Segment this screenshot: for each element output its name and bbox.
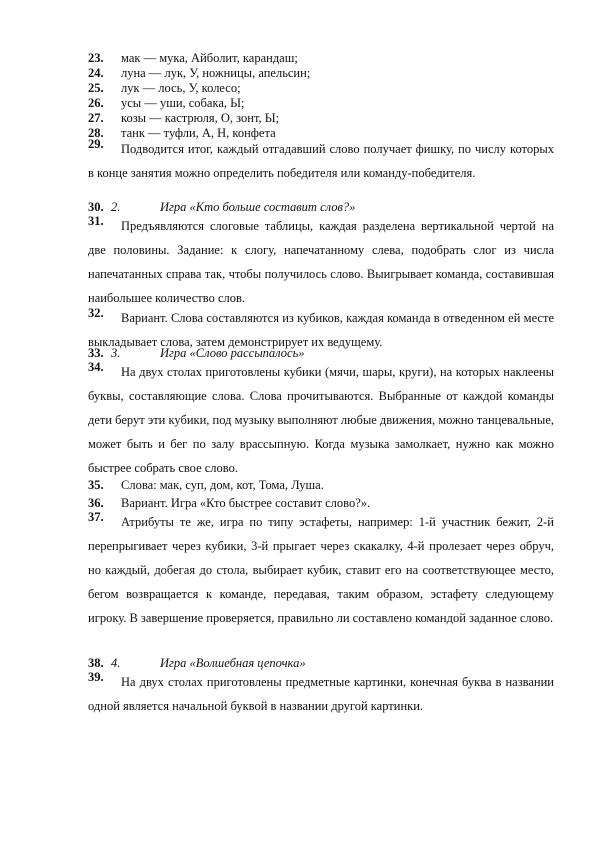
paragraph: [88, 360, 554, 478]
paragraph-text: Подводится итог, каждый отгадавший слово получает фишку, по числу которых в конце занятия можно определить победителя или команду-победителя.: [88, 142, 554, 180]
item-number: 35.: [88, 478, 104, 492]
item-number: 29.: [88, 137, 104, 151]
item-text: лук — лось, У, колесо;: [121, 81, 241, 95]
list-item: [88, 111, 554, 126]
paragraph: [88, 137, 554, 200]
paragraph: [88, 510, 554, 656]
item-number: 25.: [88, 81, 104, 95]
item-number: 31.: [88, 214, 104, 228]
item-text: танк — туфли, А, Н, конфета: [121, 126, 276, 140]
paragraph-text: На двух столах приготовлены кубики (мячи, шары, круги), на которых наклеены буквы, составляющие слова. Слова прочитываются. Выбранные от каждой команды дети берут эти кубики, под музыку выполняют любые движения, можно танцевальные, может быть и бег по залу врассыпную. Когда музыка замолкает, нужно как можно быстрее собрать свое слово.: [88, 365, 554, 475]
item-number: 34.: [88, 360, 104, 374]
item-number: 24.: [88, 66, 104, 80]
document-page: [88, 51, 554, 718]
item-number: 36.: [88, 496, 104, 510]
item-number: 32.: [88, 306, 104, 320]
item-text: мак — мука, Айболит, карандаш;: [121, 51, 298, 65]
paragraph-text: Вариант. Слова составляются из кубиков, каждая команда в отведенном ей месте выкладывает слова, затем демонстрирует их ведущему.: [88, 311, 554, 349]
item-text: Вариант. Игра «Кто быстрее составит слово?».: [121, 496, 371, 510]
game-title: Игра «Волшебная цепочка»: [160, 656, 306, 670]
list-item: [88, 66, 554, 81]
item-number: 27.: [88, 111, 104, 125]
item-text: Слова: мак, суп, дом, кот, Тома, Луша.: [121, 478, 324, 492]
item-number: 37.: [88, 510, 104, 524]
item-number: 38.: [88, 656, 104, 670]
item-text: усы — уши, собака, Ы;: [121, 96, 245, 110]
item-text: луна — лук, У, ножницы, апельсин;: [121, 66, 311, 80]
item-text: козы — кастрюля, О, зонт, Ы;: [121, 111, 280, 125]
list-item: [88, 96, 554, 111]
paragraph-text: Атрибуты те же, игра по типу эстафеты, например: 1-й участник бежит, 2-й перепрыгивает через кубики, 3-й прыгает через скакалку, 4-й пролезает через обруч, но каждый, добегая до стола, выбирает кубик, ставит его на соответствующее место, бегом возвращается к команде, передавая, таким образом, эстафету следующему игроку. В завершение проверяется, правильно ли составлено командой заданное слово.: [88, 515, 554, 625]
paragraph: [88, 214, 554, 310]
paragraph: [88, 306, 554, 349]
item-number: 26.: [88, 96, 104, 110]
list-item: [88, 51, 554, 66]
game-title: Игра «Слово рассыпалось»: [160, 346, 305, 360]
item-number: 39.: [88, 670, 104, 684]
item-number: 23.: [88, 51, 104, 65]
paragraph-text: На двух столах приготовлены предметные картинки, конечная буква в названии одной является начальной буквой в названии другой картинки.: [88, 675, 554, 713]
item-number: 30.: [88, 200, 104, 214]
list-item: [88, 81, 554, 96]
game-index: 2.: [111, 200, 121, 214]
game-title: Игра «Кто больше составит слов?»: [160, 200, 356, 214]
game-index: 3.: [111, 346, 121, 360]
paragraph: [88, 670, 554, 718]
game-index: 4.: [111, 656, 121, 670]
item-number: 33.: [88, 346, 104, 360]
paragraph-text: Предъявляются слоговые таблицы, каждая разделена вертикальной чертой на две половины. Задание: к слогу, напечатанному слева, подобрать слог из числа напечатанных справа так, чтобы получилось слово. Выигрывает команда, составившая наибольшее количество слов.: [88, 219, 554, 305]
list-item: [88, 478, 554, 496]
item-number: 28.: [88, 126, 104, 140]
